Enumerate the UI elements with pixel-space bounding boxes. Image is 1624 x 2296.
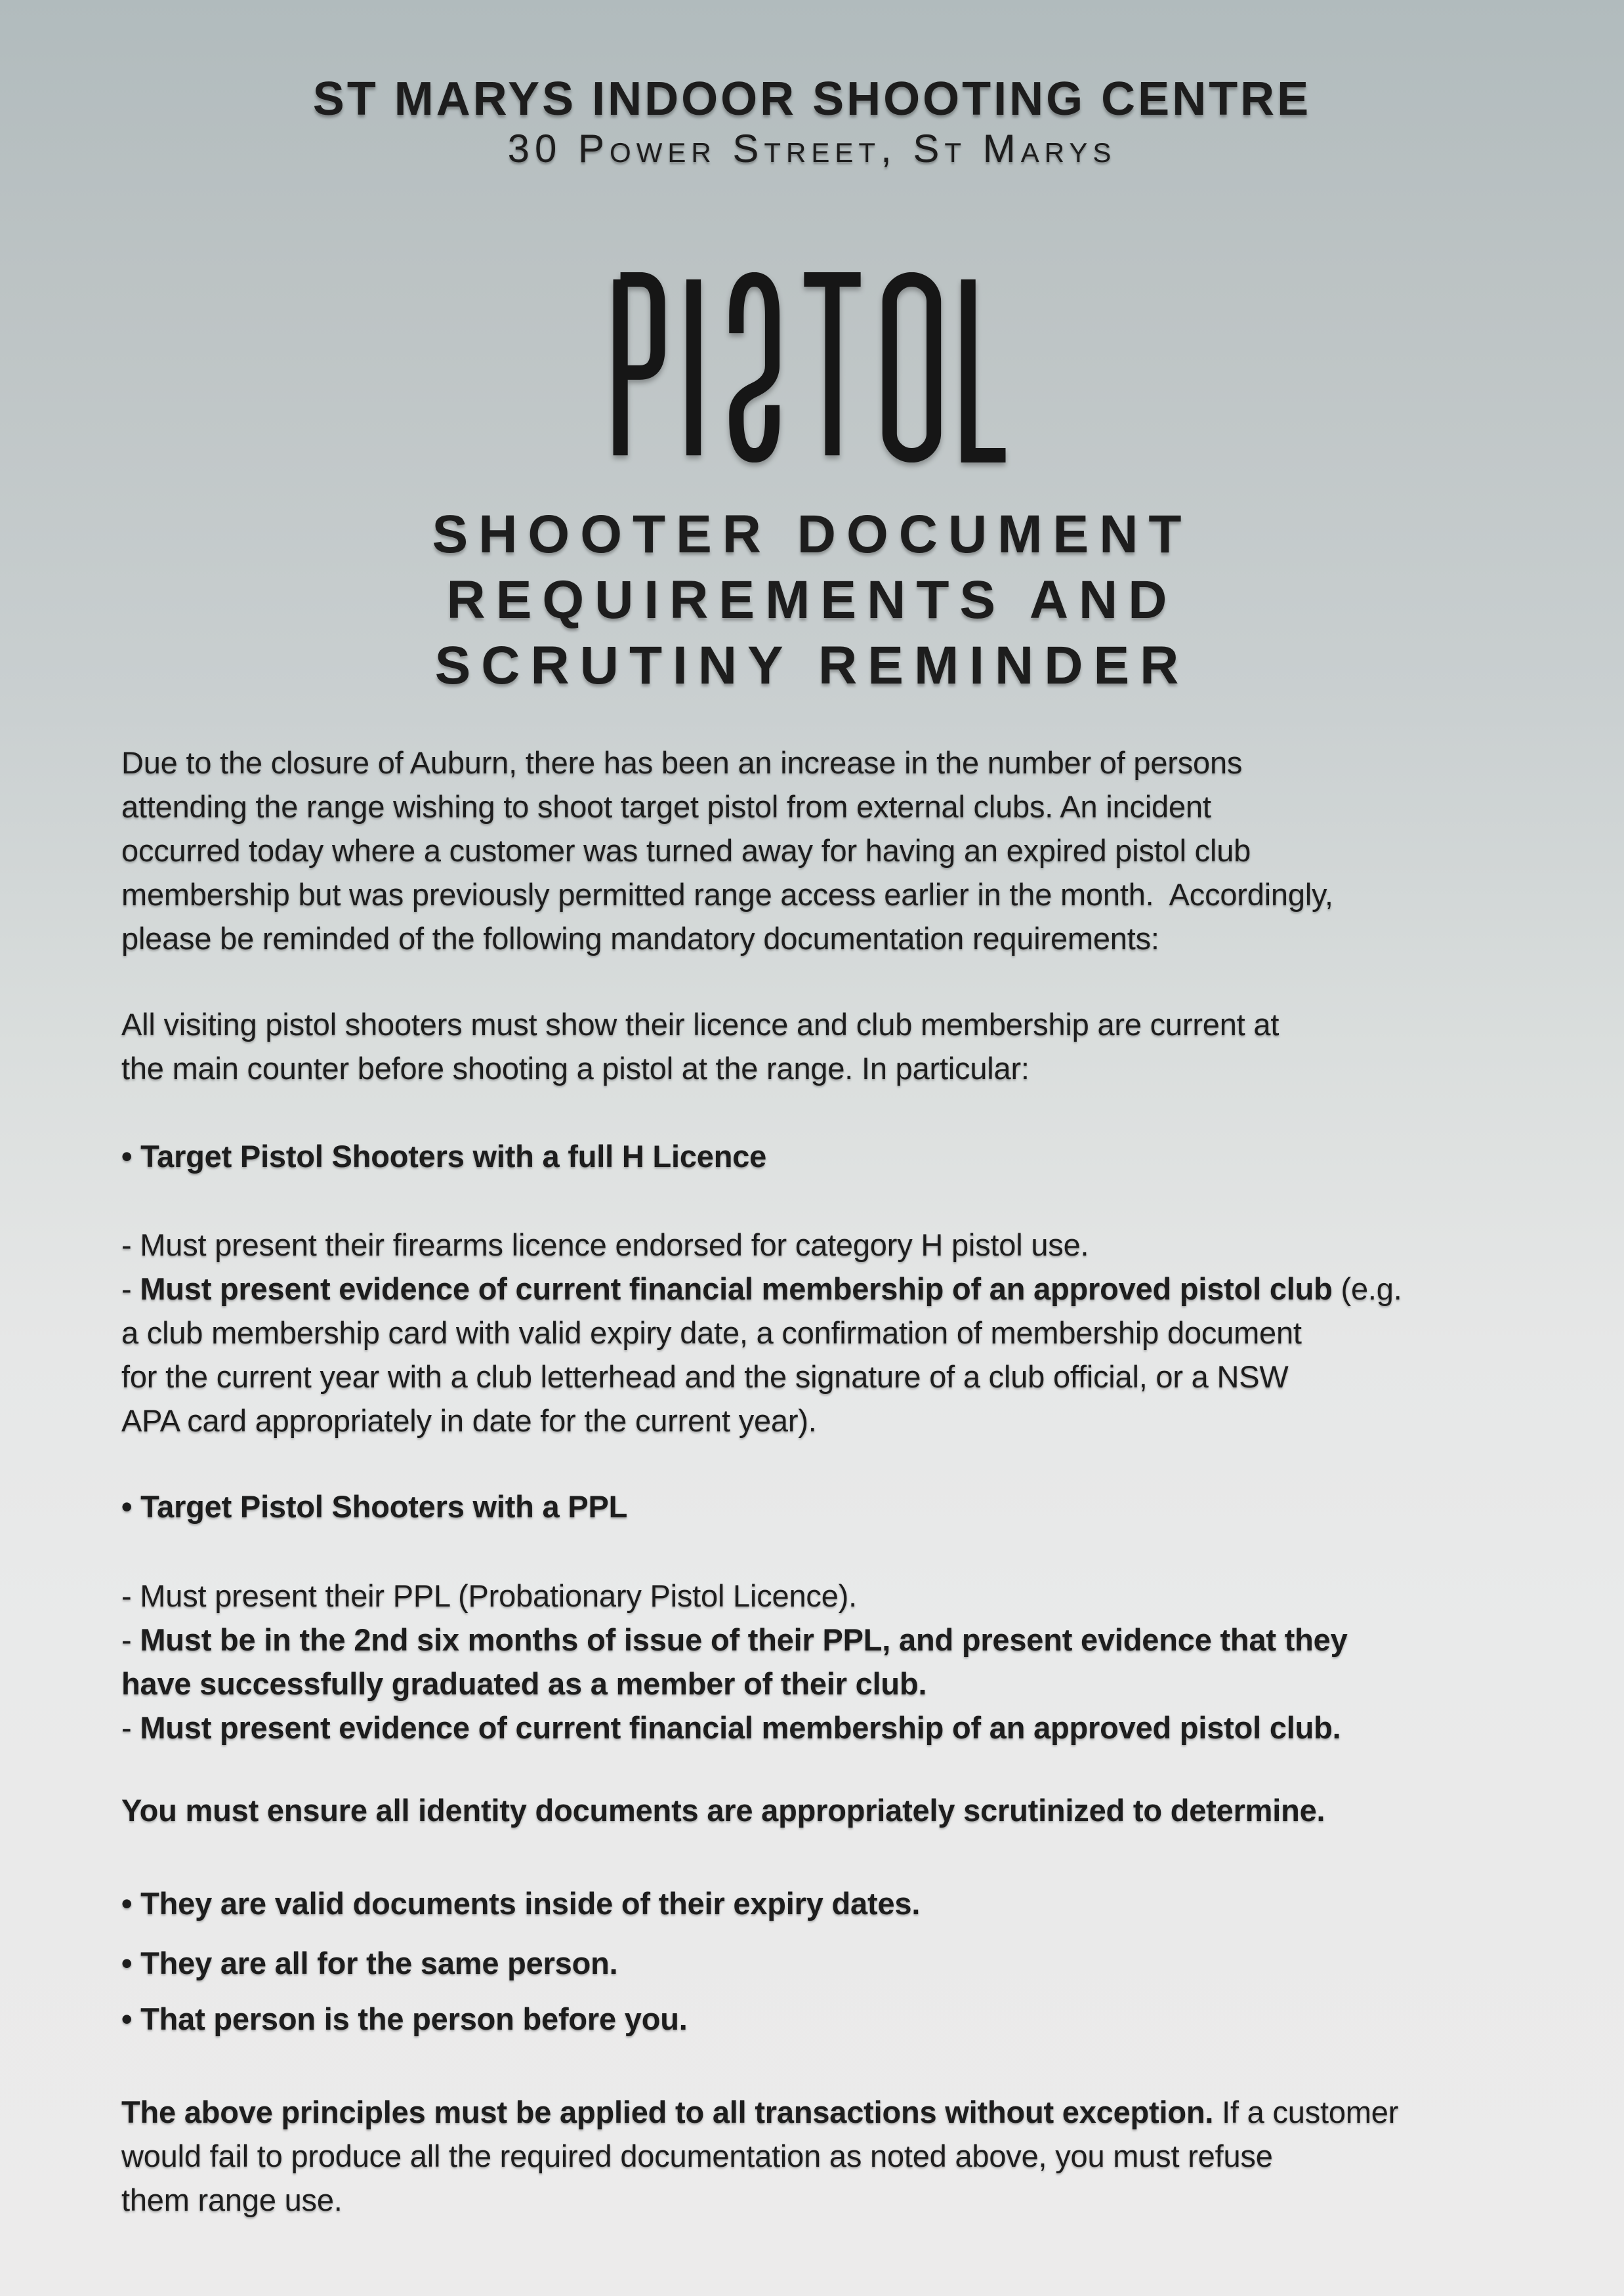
text-line: occurred today where a customer was turned away for having an expired pistol club (121, 833, 1251, 868)
heading-ppl (121, 1485, 627, 1528)
dash: - (121, 1271, 140, 1306)
full-h-licence-list (121, 1223, 1402, 1443)
dash: - (121, 1622, 140, 1657)
letter-p (620, 279, 657, 455)
closing-text: If a customer (1213, 2095, 1399, 2129)
pistol-wordmark (0, 272, 1624, 462)
letter-o (889, 279, 933, 455)
bullet-heading: • Target Pistol Shooters with a PPL (121, 1489, 628, 1524)
closing-paragraph (121, 2090, 1398, 2222)
intro-paragraph (121, 741, 1333, 960)
page-title: ST MARYS INDOOR SHOOTING CENTRE (312, 73, 1312, 125)
list-item: - Must present their firearms licence endorsed for category H pistol use. (121, 1227, 1089, 1262)
list-item: - Must present their PPL (Probationary Pistol Licence). (121, 1578, 857, 1613)
scrutiny-bullet-3 (121, 1997, 688, 2041)
list-item (121, 1267, 1402, 1311)
bullet-item: • That person is the person before you. (121, 2001, 688, 2036)
dash: - (121, 1710, 140, 1745)
list-item: APA card appropriately in date for the current year). (121, 1403, 817, 1438)
subtitle-line: SHOOTER DOCUMENT (432, 504, 1192, 564)
ppl-list (121, 1574, 1348, 1750)
scrutiny-bullet-2 (121, 1941, 618, 1985)
scrutiny-statement (121, 1788, 1325, 1832)
list-item (121, 1706, 1348, 1750)
letter-l (968, 279, 1005, 455)
text-line: attending the range wishing to shoot target pistol from external clubs. An incident (121, 789, 1211, 824)
bullet-heading: • Target Pistol Shooters with a full H Licence (121, 1139, 767, 1174)
list-item (121, 1618, 1348, 1662)
text-line: You must ensure all identity documents are appropriately scrutinized to determine. (121, 1793, 1325, 1828)
letter-t (804, 279, 860, 455)
text-line: them range use. (121, 2183, 343, 2217)
text-line: please be reminded of the following mandatory documentation requirements: (121, 921, 1159, 956)
list-item: have successfully graduated as a member of their club. (121, 1666, 927, 1701)
letter-s (736, 279, 772, 455)
list-item-bold-text: Must present evidence of current financial membership of an approved pistol club (140, 1271, 1333, 1306)
requirement-paragraph (121, 1002, 1279, 1090)
bullet-item: • They are all for the same person. (121, 1946, 618, 1980)
text-line: would fail to produce all the required documentation as noted above, you must refuse (121, 2139, 1273, 2173)
poster-subtitle (0, 502, 1624, 699)
bullet-item: • They are valid documents inside of their expiry dates. (121, 1886, 921, 1921)
subtitle-line: REQUIREMENTS AND (446, 570, 1178, 630)
text-line: All visiting pistol shooters must show their licence and club membership are current at (121, 1007, 1280, 1042)
subtitle-line: SCRUTINY REMINDER (434, 636, 1190, 695)
list-item: for the current year with a club letterhead and the signature of a club official, or a NSW (121, 1359, 1289, 1394)
list-item: a club membership card with valid expiry date, a confirmation of membership document (121, 1315, 1302, 1350)
header-address: 30 Power Street, St Marys (507, 127, 1117, 171)
text-line: membership but was previously permitted range access earlier in the month. Accordingly, (121, 877, 1333, 912)
closing-bold-text: The above principles must be applied to all transactions without exception. (121, 2095, 1214, 2129)
text-line: Due to the closure of Auburn, there has been an increase in the number of persons (121, 745, 1243, 780)
heading-full-h-licence (121, 1134, 766, 1178)
text-line (121, 2090, 1398, 2134)
text-line: the main counter before shooting a pistol at the range. In particular: (121, 1051, 1030, 1086)
list-item-bold-text: Must be in the 2nd six months of issue of their PPL, and present evidence that they (140, 1622, 1348, 1657)
pistol-wordmark-svg (612, 272, 1012, 462)
scrutiny-bullet-1 (121, 1881, 920, 1925)
list-item-bold-text: Must present evidence of current financial membership of an approved pistol club. (140, 1710, 1341, 1745)
list-item-text: (e.g. (1332, 1271, 1402, 1306)
